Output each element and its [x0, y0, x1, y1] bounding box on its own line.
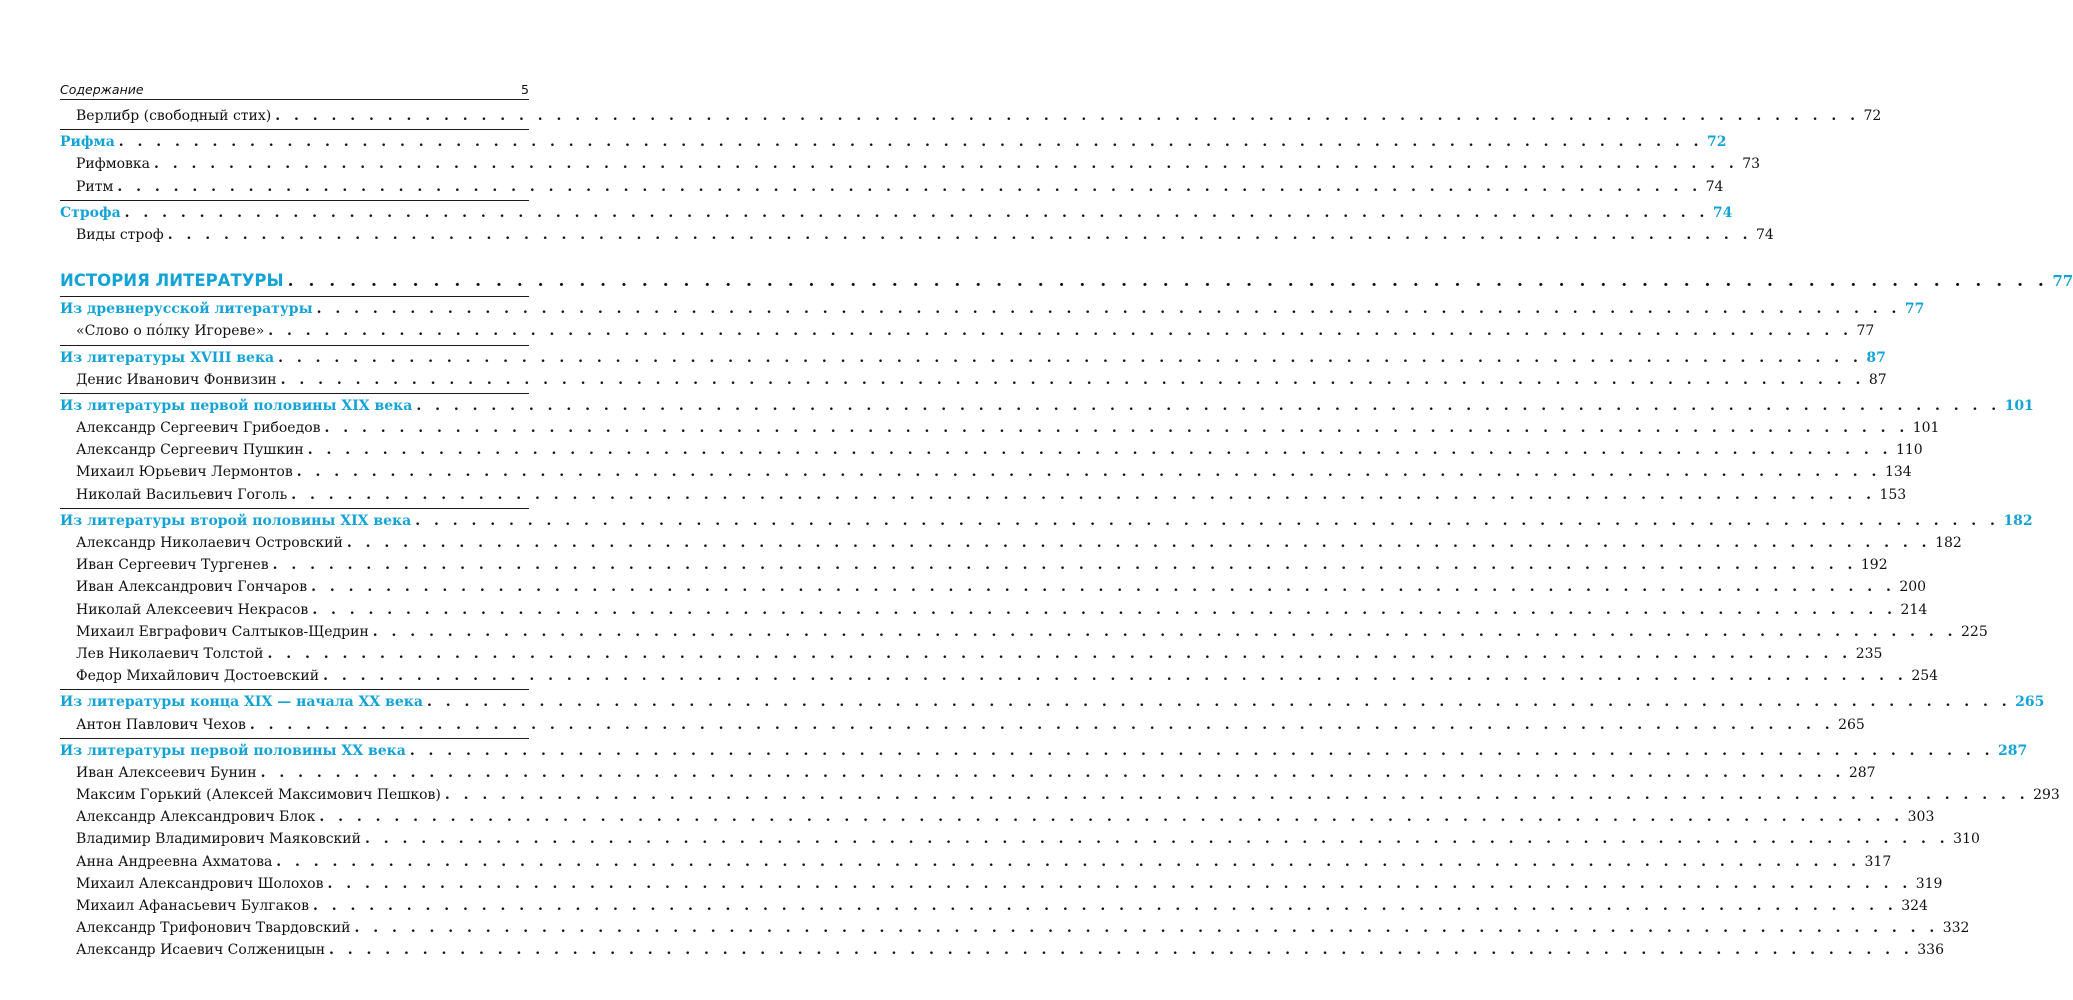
toc-entry-title: Антон Павлович Чехов: [76, 716, 246, 733]
toc-entry-page: 303: [1907, 809, 1935, 826]
toc-entry[interactable]: [60, 601, 1928, 624]
toc-entry-title: Михаил Александрович Шолохов: [76, 875, 324, 892]
toc-section-entry[interactable]: [60, 301, 1925, 323]
dot-leader: . . . . . . . . . . . . . . . . . . . . . . . . . . . . . . . . . . . . . . . . . . . . . . . . . . . . . . . . . . . . . . . . . . . . . . . . . . . . . . . . . . . . .: [307, 442, 1892, 459]
toc-entry[interactable]: [60, 920, 1970, 942]
toc-entry-title: Из литературы первой половины XX века: [60, 742, 406, 759]
toc-entry-title: ИСТОРИЯ ЛИТЕРАТУРЫ: [60, 271, 284, 291]
toc-entry-title: Ритм: [76, 178, 114, 195]
toc-section-entry[interactable]: [60, 512, 2033, 535]
toc-entry-page: 101: [2004, 397, 2034, 414]
toc-entry[interactable]: [60, 645, 1883, 668]
dot-leader: . . . . . . . . . . . . . . . . . . . . . . . . . . . . . . . . . . . . . . . . . . . . . . . . . . . . . . . . . . . . . . . . . . . . . . . . . . . . . . . . . . . . .: [312, 601, 1897, 618]
toc-entry-page: 324: [1901, 898, 1928, 914]
toc-entry-title: Из древнерусской литературы: [60, 301, 313, 318]
toc-entry-title: Федор Михайлович Достоевский: [76, 668, 320, 685]
toc-entry-title: Виды строф: [76, 226, 164, 243]
toc-entry-page: 225: [1961, 623, 1988, 640]
toc-entry-page: 254: [1911, 668, 1939, 685]
toc-entry[interactable]: [60, 787, 2060, 809]
toc-entry[interactable]: [60, 442, 1923, 464]
dot-leader: . . . . . . . . . . . . . . . . . . . . . . . . . . . . . . . . . . . . . . . . . . . . . . . . . . . . . . . . . . . . . . . . . . . . . . . . . . . . . . . . . . . . .: [118, 134, 1703, 151]
toc-entry-title: Владимир Владимирович Маяковский: [76, 831, 361, 848]
toc-entry-page: 101: [1912, 420, 1940, 437]
toc-entry-page: 265: [1838, 716, 1865, 733]
dot-leader: . . . . . . . . . . . . . . . . . . . . . . . . . . . . . . . . . . . . . . . . . . . . . . . . . . . . . . . . . . . . . . . . . . . . . . . . . . . . . . . . . . . . .: [323, 668, 1908, 685]
dot-leader: . . . . . . . . . . . . . . . . . . . . . . . . . . . . . . . . . . . . . . . . . . . . . . . . . . . . . . . . . . . . . . . . . . . . . . . . . . . . . . . . . . . . .: [117, 178, 1702, 195]
toc-entry-title: Максим Горький (Алексей Максимович Пешков): [76, 787, 441, 804]
toc-entry-title: Из литературы XVIII века: [60, 349, 275, 366]
running-header-title: Содержание: [60, 82, 144, 97]
dot-leader: . . . . . . . . . . . . . . . . . . . . . . . . . . . . . . . . . . . . . . . . . . . . . . . . . . . . . . . . . . . . . . . . . . . . . . . . . . . . . . . . . . . . .: [324, 420, 1909, 437]
dot-leader: . . . . . . . . . . . . . . . . . . . . . . . . . . . . . . . . . . . . . . . . . . . . . . . . . . . . . . . . . . . . . . . . . . . . . . . . . . . . . . . . . . . . .: [444, 787, 2030, 804]
dot-leader: . . . . . . . . . . . . . . . . . . . . . . . . . . . . . . . . . . . . . . . . . . . . . . . . . . . . . . . . . . . . . . . . . . . . . . . . . . . . . . . . . . . . .: [354, 920, 1939, 937]
toc-entry-title: Денис Иванович Фонвизин: [76, 371, 277, 388]
toc-entry-title: Верлибр (свободный стих): [76, 108, 272, 124]
toc-entry[interactable]: [60, 535, 1962, 557]
toc-entry[interactable]: [60, 716, 1865, 739]
toc-entry-title: Михаил Юрьевич Лермонтов: [76, 464, 293, 481]
toc-entry[interactable]: [60, 420, 1940, 442]
toc-entry-title: Из литературы второй половины XIX века: [60, 512, 412, 529]
toc-entry-title: Лев Николаевич Толстой: [76, 645, 264, 662]
toc-entry[interactable]: [60, 486, 1907, 509]
toc-entry-title: Иван Алексеевич Бунин: [76, 764, 257, 781]
toc-section-entry[interactable]: [60, 134, 1727, 156]
toc-entry-title: «Слово о пóлку Игореве»: [76, 323, 265, 340]
toc-section-entry[interactable]: [60, 349, 1886, 372]
toc-entry-page: 73: [1742, 156, 1761, 173]
toc-entry[interactable]: [60, 898, 1928, 920]
toc-entry-page: 214: [1900, 601, 1928, 618]
toc-entry-page: 87: [1868, 371, 1887, 388]
toc-entry-title: Рифма: [60, 134, 115, 151]
dot-leader: . . . . . . . . . . . . . . . . . . . . . . . . . . . . . . . . . . . . . . . . . . . . . . . . . . . . . . . . . . . . . . . . . . . . . . . . . . . . . . . . . . . . .: [280, 371, 1865, 388]
toc-entry-page: 153: [1879, 486, 1907, 503]
toc-entry-page: 77: [1904, 301, 1925, 318]
toc-entry-title: Иван Александрович Гончаров: [76, 579, 308, 596]
dot-leader: . . . . . . . . . . . . . . . . . . . . . . . . . . . . . . . . . . . . . . . . . . . . . . . . . . . . . . . . . . . . . . . . . . . . . . . . . . . . . . . . . . . . .: [327, 875, 1912, 892]
dot-leader: . . . . . . . . . . . . . . . . . . . . . . . . . . . . . . . . . . . . . . . . . . . . . . . . . . . . . . . . . . . . . . . . . . . . . . . . . . . . . . . . . . . . .: [167, 226, 1752, 243]
toc-entry[interactable]: [60, 108, 1882, 130]
dot-leader: . . . . . . . . . . . . . . . . . . . . . . . . . . . . . . . . . . . . . . . . . . . . . . . . . . . . . . . . . . . . . . . . . . . . . . . . . . . . . . . . . . . . .: [275, 108, 1860, 124]
toc-entry-page: 336: [1917, 942, 1944, 959]
toc-entry-title: Из литературы конца XIX — начала XX века: [60, 694, 423, 711]
toc-entry-title: Александр Сергеевич Грибоедов: [76, 420, 321, 437]
toc-entry[interactable]: [60, 156, 1761, 178]
toc-entry-page: 287: [1998, 742, 2028, 759]
toc-entry-page: 293: [2033, 787, 2060, 804]
toc-entry[interactable]: [60, 623, 1988, 646]
toc-entry-title: Михаил Афанасьевич Булгаков: [76, 898, 309, 914]
toc-entry-page: 265: [2015, 694, 2045, 711]
toc-entry[interactable]: [60, 668, 1939, 690]
toc-entry-page: 110: [1895, 442, 1923, 459]
dot-leader: . . . . . . . . . . . . . . . . . . . . . . . . . . . . . . . . . . . . . . . . . . . . . . . . . . . . . . . . . . . . . . . . . . . . . . . . . . . . . . . . . . . . .: [291, 486, 1876, 503]
toc-entry-title: Александр Николаевич Островский: [76, 535, 343, 551]
toc-entry[interactable]: [60, 579, 1927, 601]
dot-leader: . . . . . . . . . . . . . . . . . . . . . . . . . . . . . . . . . . . . . . . . . . . . . . . . . . . . . . . . . . . . . . . . . . . . . . . . . . . . . . . . . . . . .: [415, 512, 2000, 529]
dot-leader: . . . . . . . . . . . . . . . . . . . . . . . . . . . . . . . . . . . . . . . . . . . . . . . . . . . . . . . . . . . . . . . . . . . . . . . . . . . . . . . . . . . . .: [313, 898, 1898, 914]
toc-entry-title: Александр Исаевич Солженицын: [76, 942, 326, 959]
toc-entry-page: 287: [1848, 764, 1876, 781]
toc-entry[interactable]: [60, 226, 1774, 249]
toc-entry-title: Иван Сергеевич Тургенев: [76, 557, 269, 574]
toc-entry[interactable]: [60, 809, 1935, 831]
dot-leader: . . . . . . . . . . . . . . . . . . . . . . . . . . . . . . . . . . . . . . . . . . . . . . . . . . . . . . . . . . . . . . . . . . . . . . . . . . . . . . . . . . . . .: [272, 557, 1857, 574]
toc-entry-page: 74: [1705, 178, 1724, 195]
toc-entry-page: 72: [1707, 134, 1727, 151]
toc-entry-page: 87: [1866, 349, 1886, 366]
toc-entry-page: 317: [1864, 853, 1892, 870]
dot-leader: . . . . . . . . . . . . . . . . . . . . . . . . . . . . . . . . . . . . . . . . . . . . . . . . . . . . . . . . . . . . . . . . . . . . . . . . . . . . . . . . . . . . .: [249, 716, 1835, 733]
dot-leader: . . . . . . . . . . . . . . . . . . . . . . . . . . . . . . . . . . . . . . . . . . . . . . . . . . . . . . . . . . . . . . . . . . . . . . . . . . . . . . . . . . . . .: [364, 831, 1950, 848]
toc-entry-title: Анна Андреевна Ахматова: [76, 853, 273, 870]
toc-entry[interactable]: [60, 853, 1892, 876]
toc-section-entry[interactable]: [60, 204, 1733, 227]
toc-entry[interactable]: [60, 464, 1912, 486]
dot-leader: . . . . . . . . . . . . . . . . . . . . . . . . . . . . . . . . . . . . . . . . . . . . . . . . . . . . . . . . . . . . . . . . . . . . . . . . . . . . . . . . . . . . .: [287, 271, 2049, 292]
dot-leader: . . . . . . . . . . . . . . . . . . . . . . . . . . . . . . . . . . . . . . . . . . . . . . . . . . . . . . . . . . . . . . . . . . . . . . . . . . . . . . . . . . . . .: [329, 942, 1914, 959]
toc-entry[interactable]: [60, 831, 1980, 853]
toc-entry-page: 235: [1855, 645, 1883, 662]
dot-leader: . . . . . . . . . . . . . . . . . . . . . . . . . . . . . . . . . . . . . . . . . . . . . . . . . . . . . . . . . . . . . . . . . . . . . . . . . . . . . . . . . . . . .: [372, 623, 1957, 640]
toc-entry[interactable]: [60, 371, 1887, 394]
dot-leader: . . . . . . . . . . . . . . . . . . . . . . . . . . . . . . . . . . . . . . . . . . . . . . . . . . . . . . . . . . . . . . . . . . . . . . . . . . . . . . . . . . . . .: [311, 579, 1896, 596]
dot-leader: . . . . . . . . . . . . . . . . . . . . . . . . . . . . . . . . . . . . . . . . . . . . . . . . . . . . . . . . . . . . . . . . . . . . . . . . . . . . . . . . . . . . .: [124, 204, 1709, 221]
toc-entry-title: Александр Александрович Блок: [76, 809, 316, 826]
toc-entry-page: 332: [1942, 920, 1970, 937]
toc-entry-page: 74: [1712, 204, 1733, 221]
page-number: 5: [521, 82, 529, 97]
dot-leader: . . . . . . . . . . . . . . . . . . . . . . . . . . . . . . . . . . . . . . . . . . . . . . . . . . . . . . . . . . . . . . . . . . . . . . . . . . . . . . . . . . . . .: [346, 535, 1932, 551]
toc-entry-page: 319: [1915, 875, 1943, 892]
toc-entry-page: 72: [1863, 108, 1882, 124]
toc-part-heading[interactable]: [60, 271, 2073, 297]
toc-entry-page: 200: [1899, 579, 1927, 596]
dot-leader: . . . . . . . . . . . . . . . . . . . . . . . . . . . . . . . . . . . . . . . . . . . . . . . . . . . . . . . . . . . . . . . . . . . . . . . . . . . . . . . . . . . . .: [276, 853, 1861, 870]
toc-entry-page: 77: [2052, 272, 2073, 291]
toc-entry-page: 182: [2003, 512, 2033, 529]
dot-leader: . . . . . . . . . . . . . . . . . . . . . . . . . . . . . . . . . . . . . . . . . . . . . . . . . . . . . . . . . . . . . . . . . . . . . . . . . . . . . . . . . . . . .: [316, 301, 1901, 318]
dot-leader: . . . . . . . . . . . . . . . . . . . . . . . . . . . . . . . . . . . . . . . . . . . . . . . . . . . . . . . . . . . . . . . . . . . . . . . . . . . . . . . . . . . . .: [296, 464, 1881, 481]
toc-entry-page: 192: [1860, 557, 1888, 574]
toc-section-entry[interactable]: [60, 397, 2034, 420]
toc-entry-page: 134: [1884, 464, 1912, 481]
dot-leader: . . . . . . . . . . . . . . . . . . . . . . . . . . . . . . . . . . . . . . . . . . . . . . . . . . . . . . . . . . . . . . . . . . . . . . . . . . . . . . . . . . . . .: [319, 809, 1904, 826]
dot-leader: . . . . . . . . . . . . . . . . . . . . . . . . . . . . . . . . . . . . . . . . . . . . . . . . . . . . . . . . . . . . . . . . . . . . . . . . . . . . . . . . . . . . .: [267, 645, 1852, 662]
toc-entry-title: Николай Васильевич Гоголь: [76, 486, 288, 503]
toc-entry-title: Михаил Евграфович Салтыков-Щедрин: [76, 623, 369, 640]
toc-entry-page: 310: [1953, 831, 1980, 848]
dot-leader: . . . . . . . . . . . . . . . . . . . . . . . . . . . . . . . . . . . . . . . . . . . . . . . . . . . . . . . . . . . . . . . . . . . . . . . . . . . . . . . . . . . . .: [409, 742, 1995, 759]
toc-entry-page: 74: [1756, 226, 1774, 243]
toc-entry[interactable]: [60, 557, 1888, 579]
dot-leader: . . . . . . . . . . . . . . . . . . . . . . . . . . . . . . . . . . . . . . . . . . . . . . . . . . . . . . . . . . . . . . . . . . . . . . . . . . . . . . . . . . . . .: [154, 156, 1739, 173]
table-of-contents: [60, 108, 2073, 965]
toc-entry-title: Александр Трифонович Твардовский: [76, 920, 351, 937]
toc-entry-page: 77: [1856, 323, 1875, 340]
toc-entry[interactable]: [60, 178, 1724, 201]
toc-entry-title: Из литературы первой половины XIX века: [60, 397, 413, 414]
dot-leader: . . . . . . . . . . . . . . . . . . . . . . . . . . . . . . . . . . . . . . . . . . . . . . . . . . . . . . . . . . . . . . . . . . . . . . . . . . . . . . . . . . . . .: [416, 397, 2001, 414]
dot-leader: . . . . . . . . . . . . . . . . . . . . . . . . . . . . . . . . . . . . . . . . . . . . . . . . . . . . . . . . . . . . . . . . . . . . . . . . . . . . . . . . . . . . .: [426, 694, 2012, 711]
dot-leader: . . . . . . . . . . . . . . . . . . . . . . . . . . . . . . . . . . . . . . . . . . . . . . . . . . . . . . . . . . . . . . . . . . . . . . . . . . . . . . . . . . . . .: [278, 349, 1863, 366]
running-header: [60, 79, 529, 100]
dot-leader: . . . . . . . . . . . . . . . . . . . . . . . . . . . . . . . . . . . . . . . . . . . . . . . . . . . . . . . . . . . . . . . . . . . . . . . . . . . . . . . . . . . . .: [260, 764, 1845, 781]
toc-section-entry[interactable]: [60, 742, 2028, 765]
toc-section-entry[interactable]: [60, 694, 2045, 716]
toc-entry-title: Александр Сергеевич Пушкин: [76, 442, 304, 459]
dot-leader: . . . . . . . . . . . . . . . . . . . . . . . . . . . . . . . . . . . . . . . . . . . . . . . . . . . . . . . . . . . . . . . . . . . . . . . . . . . . . . . . . . . . .: [268, 323, 1853, 340]
toc-entry[interactable]: [60, 942, 1944, 964]
toc-entry-title: Николай Алексеевич Некрасов: [76, 601, 309, 618]
toc-entry-title: Строфа: [60, 204, 121, 221]
toc-entry[interactable]: [60, 875, 1943, 898]
toc-entry-title: Рифмовка: [76, 156, 151, 173]
toc-entry-page: 182: [1935, 535, 1962, 551]
toc-entry[interactable]: [60, 323, 1875, 345]
toc-entry[interactable]: [60, 764, 1876, 787]
